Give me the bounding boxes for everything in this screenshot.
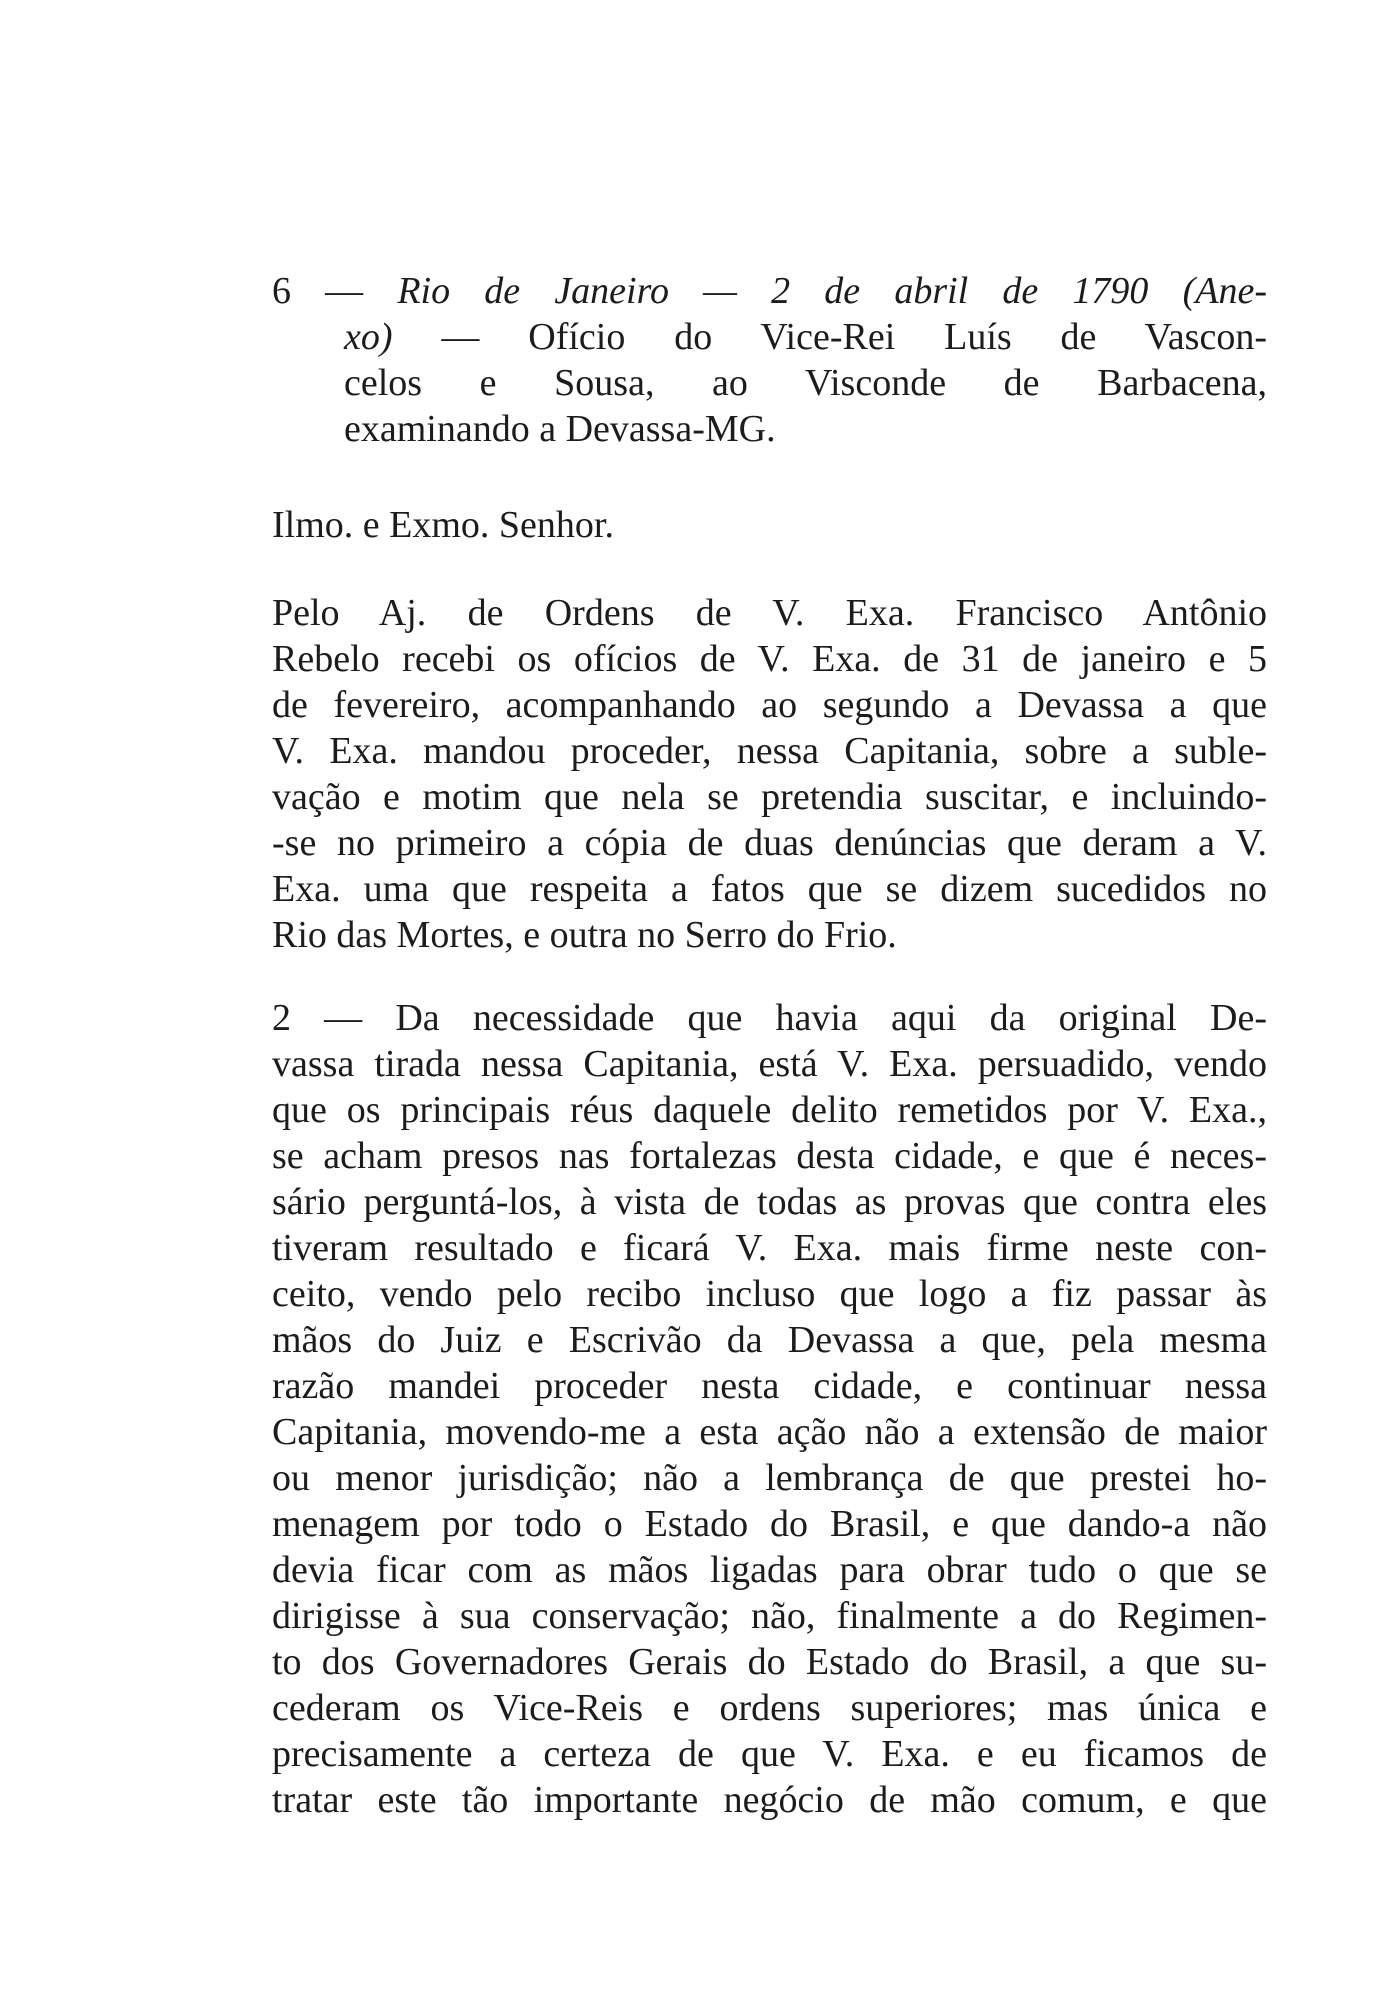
heading-line-2	[344, 314, 1267, 360]
paragraph-line: mãos do Juiz e Escrivão da Devassa a que, pela mesma	[272, 1319, 1267, 1361]
paragraph-line: -se no primeiro a cópia de duas denúncias que deram a V.	[272, 822, 1267, 864]
paragraph-line: menagem por todo o Estado do Brasil, e que dando-a não	[272, 1503, 1267, 1545]
paragraph-2	[272, 995, 1267, 1823]
paragraph-line: se acham presos nas fortalezas desta cidade, e que é neces-	[272, 1135, 1267, 1177]
paragraph-line: razão mandei proceder nesta cidade, e continuar nessa	[272, 1365, 1267, 1407]
paragraph-line: sário perguntá-los, à vista de todas as provas que contra eles	[272, 1181, 1267, 1223]
paragraph-line: Rebelo recebi os ofícios de V. Exa. de 31 de janeiro e 5	[272, 638, 1267, 680]
paragraph-line: precisamente a certeza de que V. Exa. e eu ficamos de	[272, 1733, 1267, 1775]
paragraph-line: ou menor jurisdição; não a lembrança de que prestei ho-	[272, 1457, 1267, 1499]
heading-place-date: Rio de Janeiro — 2 de abril de 1790 (Ane-	[397, 270, 1267, 312]
salutation-text: Ilmo. e Exmo. Senhor.	[272, 504, 614, 546]
salutation	[272, 502, 1267, 548]
paragraph-1	[272, 590, 1267, 958]
paragraph-line: Rio das Mortes, e outra no Serro do Frio.	[272, 914, 897, 956]
heading-number: 6 —	[272, 270, 364, 312]
paragraph-line: devia ficar com as mãos ligadas para obrar tudo o que se	[272, 1549, 1267, 1591]
document-heading	[272, 268, 1267, 452]
heading-line-4: examinando a Devassa-MG.	[344, 408, 776, 450]
paragraph-line: que os principais réus daquele delito remetidos por V. Exa.,	[272, 1089, 1267, 1131]
paragraph-line: Exa. uma que respeita a fatos que se dizem sucedidos no	[272, 868, 1267, 910]
document-body	[272, 268, 1267, 1823]
paragraph-line: cederam os Vice-Reis e ordens superiores; mas única e	[272, 1687, 1267, 1729]
paragraph-line: to dos Governadores Gerais do Estado do Brasil, a que su-	[272, 1641, 1267, 1683]
heading-line-2-italic: xo)	[344, 316, 393, 358]
paragraph-line: tratar este tão importante negócio de mão comum, e que	[272, 1779, 1267, 1821]
paragraph-line: Pelo Aj. de Ordens de V. Exa. Francisco Antônio	[272, 592, 1267, 634]
paragraph-line: vassa tirada nessa Capitania, está V. Exa. persuadido, vendo	[272, 1043, 1267, 1085]
paragraph-line: ceito, vendo pelo recibo incluso que logo a fiz passar às	[272, 1273, 1267, 1315]
paragraph-line: dirigisse à sua conservação; não, finalmente a do Regimen-	[272, 1595, 1267, 1637]
paragraph-line: vação e motim que nela se pretendia suscitar, e incluindo-	[272, 776, 1267, 818]
heading-line-2-rest: — Ofício do Vice-Rei Luís de Vascon-	[392, 316, 1267, 358]
heading-line-1	[272, 268, 1267, 314]
paragraph-line: Capitania, movendo-me a esta ação não a extensão de maior	[272, 1411, 1267, 1453]
heading-line-3: celos e Sousa, ao Visconde de Barbacena,	[344, 362, 1267, 404]
paragraph-line: V. Exa. mandou proceder, nessa Capitania, sobre a suble-	[272, 730, 1267, 772]
paragraph-line: 2 — Da necessidade que havia aqui da original De-	[272, 997, 1267, 1039]
paragraph-line: de fevereiro, acompanhando ao segundo a Devassa a que	[272, 684, 1267, 726]
paragraph-line: tiveram resultado e ficará V. Exa. mais firme neste con-	[272, 1227, 1267, 1269]
